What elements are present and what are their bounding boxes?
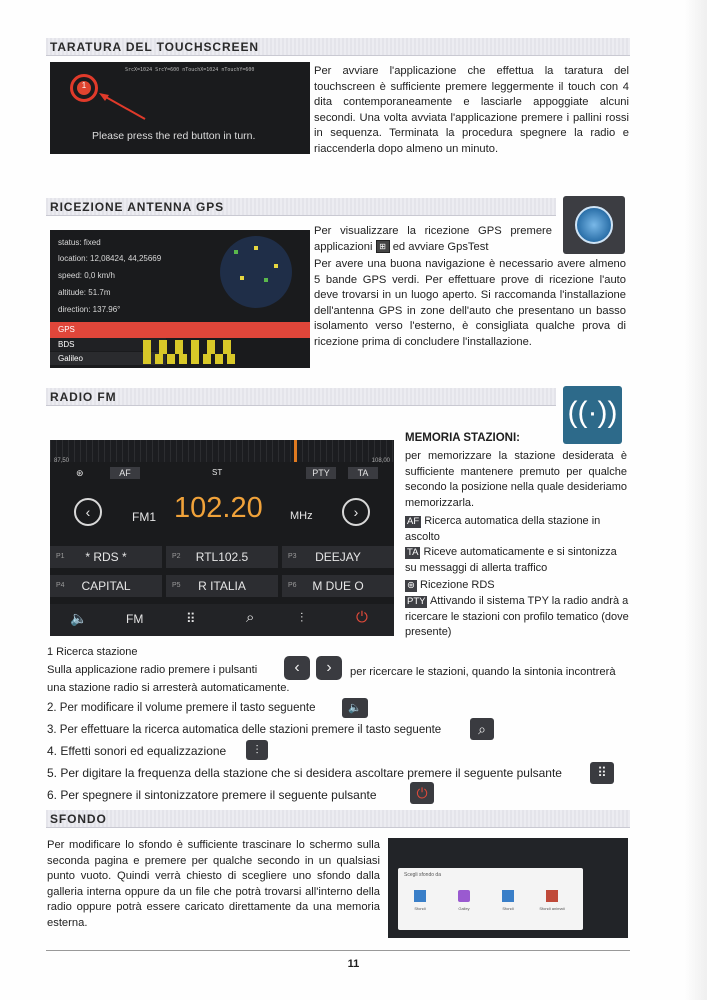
af-tag: AF xyxy=(407,516,420,527)
ta-description xyxy=(405,545,629,576)
gps-signal-bars xyxy=(143,354,239,364)
preset-label: M DUE O xyxy=(312,579,364,593)
power-icon[interactable]: ⏻ xyxy=(356,609,368,626)
seek-back-icon: ‹ xyxy=(284,656,310,680)
preset-button[interactable] xyxy=(166,546,278,568)
wallpaper-screenshot xyxy=(388,838,628,938)
preset-label: CAPITAL xyxy=(81,579,131,593)
preset-button[interactable] xyxy=(282,546,394,568)
search-icon[interactable]: ⌕ xyxy=(246,609,255,626)
pty-button[interactable]: PTY xyxy=(306,467,336,479)
memoria-text: per memorizzare la stazione desiderata è sufficiente mantenere premuto per qualche secondo la posizione nella quale desideriamo memorizzarla. xyxy=(405,450,627,509)
pty-tag: PTY xyxy=(407,596,426,607)
gps-band-galileo: Galileo xyxy=(50,352,166,365)
seek-forward-icon: › xyxy=(316,656,342,680)
gps-direction: direction: 137.96° xyxy=(58,305,121,314)
search-icon: ⌕ xyxy=(470,718,494,740)
radio-bottom-bar xyxy=(50,604,394,636)
preset-label: RTL102.5 xyxy=(195,550,249,564)
step-5-text: 5. Per digitare la frequenza della stazione che si desidera ascoltare premere il seguente pulsante xyxy=(47,766,562,780)
gps-test-app-icon xyxy=(563,196,625,254)
memoria-title: MEMORIA STAZIONI: xyxy=(405,432,520,444)
gps-location: location: 12,08424, 44,25669 xyxy=(58,254,162,263)
step-6-text: 6. Per spegnere il sintonizzatore premere il seguente pulsante xyxy=(47,788,377,802)
gps-text-1: Per visualizzare la ricezione GPS premere applicazioni xyxy=(314,225,552,253)
ta-button[interactable]: TA xyxy=(348,467,378,479)
gps-speed: speed: 0,0 km/h xyxy=(58,271,115,280)
radio-app-icon xyxy=(563,386,622,444)
gps-altitude: altitude: 51.7m xyxy=(58,288,111,297)
wallpaper-option-icon[interactable] xyxy=(502,890,514,902)
dialog-title: Scegli sfondo da xyxy=(404,872,441,878)
preset-button[interactable] xyxy=(166,575,278,597)
gps-satellite xyxy=(274,264,278,268)
tuning-needle xyxy=(294,440,297,462)
seek-back-button[interactable]: ‹ xyxy=(74,498,102,526)
step-1-text-a: Sulla applicazione radio premere i pulsanti xyxy=(47,664,258,676)
option-label: Sfondi xyxy=(502,906,514,911)
gps-screenshot xyxy=(50,230,310,368)
preset-button[interactable] xyxy=(282,575,394,597)
pty-desc: Attivando il sistema TPY la radio andrà a ricercare le stazioni con profilo tematico (dove presente) xyxy=(405,595,629,639)
rds-desc: Ricezione RDS xyxy=(420,579,495,591)
gps-text-2: ed avviare GpsTest xyxy=(392,240,489,253)
gps-paragraph-intro xyxy=(314,224,552,255)
gps-signal-bars xyxy=(143,340,239,354)
gps-paragraph: Per avere una buona navigazione è necessario avere almeno 5 bande GPS verdi. Per effettuare prove di ricezione l'auto deve trovarsi in un luogo aperto. Si raccomanda l'installazione dell'antenna GPS in zone dell'auto che presentano un basso isolamento verso l'esterno, è consigliata qualche prova di ricezione prima di concludere l'installazione. xyxy=(314,258,626,348)
band-label: FM1 xyxy=(132,510,156,524)
equalizer-icon[interactable]: ⫶ xyxy=(300,610,304,625)
scale-max: 108,00 xyxy=(371,458,390,464)
section-title-radio: RADIO FM xyxy=(46,388,556,406)
option-label: Galley xyxy=(458,906,470,911)
preset-button[interactable] xyxy=(50,546,162,568)
volume-icon: 🔈 xyxy=(342,698,368,718)
wallpaper-option-icon[interactable] xyxy=(414,890,426,902)
preset-label: DEEJAY xyxy=(315,550,361,564)
power-icon: ⏻ xyxy=(410,782,434,804)
gps-sky-plot xyxy=(220,236,292,308)
live-wallpaper-option-icon[interactable] xyxy=(546,890,558,902)
section-title-sfondo: SFONDO xyxy=(46,810,630,828)
sfondo-paragraph: Per modificare lo sfondo è sufficiente trascinare lo schermo sulla seconda pagina e premere per qualche secondo in un qualsiasi punto vuoto. Quindi verrà chiesto di scegliere uno sfondo dalla galleria interna oppure da un file che potrà trovarsi all'interno della radio oppure potrà essere caricato direttamente da una memoria esterna. xyxy=(47,839,380,929)
gps-status: status: fixed xyxy=(58,238,101,247)
gallery-option-icon[interactable] xyxy=(458,890,470,902)
calibration-instruction: Please press the red button in turn. xyxy=(92,130,256,142)
gps-test-icon xyxy=(575,206,613,244)
stereo-indicator: ST xyxy=(212,468,223,477)
fm-band-button[interactable]: FM xyxy=(126,612,144,626)
preset-button[interactable] xyxy=(50,575,162,597)
gps-satellite xyxy=(240,276,244,280)
gps-band-gps: GPS xyxy=(58,325,75,334)
preset-label: R ITALIA xyxy=(198,579,246,593)
preset-number: P5 xyxy=(172,582,181,589)
preset-number: P6 xyxy=(288,582,297,589)
preset-number: P1 xyxy=(56,553,65,560)
section-title-gps: RICEZIONE ANTENNA GPS xyxy=(46,198,556,216)
af-description xyxy=(405,514,629,545)
ta-desc: Riceve automaticamente e si sintonizza su messaggi di allerta traffico xyxy=(405,546,617,574)
gps-satellite xyxy=(254,246,258,250)
pty-description xyxy=(405,594,629,641)
option-label: Sfondi animati xyxy=(539,906,565,911)
gps-satellite xyxy=(264,278,268,282)
preset-label: * RDS * xyxy=(85,550,127,564)
rds-tag-icon: ⊛ xyxy=(407,580,415,591)
rds-logo-icon: ⊛ xyxy=(76,468,84,478)
af-desc: Ricerca automatica della stazione in ascolto xyxy=(405,515,601,543)
wallpaper-dialog xyxy=(398,868,583,930)
scale-min: 87,50 xyxy=(54,458,70,464)
apps-grid-icon: ⊞ xyxy=(376,240,390,253)
equalizer-icon: ⫶ xyxy=(246,740,268,760)
page-number: 11 xyxy=(347,958,360,970)
gps-band-bds: BDS xyxy=(50,338,166,351)
section-title-touchscreen: TARATURA DEL TOUCHSCREEN xyxy=(46,38,630,56)
frequency-scale xyxy=(50,440,394,462)
rds-description xyxy=(405,578,629,594)
footer-rule xyxy=(46,950,630,951)
frequency-display: 102.20 xyxy=(174,492,263,524)
touchscreen-paragraph: Per avviare l'applicazione che effettua la taratura del touchscreen è sufficiente premere leggermente il touch con 4 dita contemporaneamente e lasciarle appoggiate alcuni secondi. Una volta avviata l'applicazione premere i pallini rossi in sequenza. Terminata la procedura spegnere la radio e riaccenderla dopo almeno un minuto. xyxy=(314,65,629,155)
calibration-number: 1 xyxy=(81,81,87,90)
preset-number: P2 xyxy=(172,553,181,560)
step-1-title: 1 Ricerca stazione xyxy=(47,646,138,658)
keypad-icon: ⠿ xyxy=(590,762,614,784)
preset-number: P3 xyxy=(288,553,297,560)
preset-number: P4 xyxy=(56,582,65,589)
frequency-unit: MHz xyxy=(290,510,313,522)
step-2-text: 2. Per modificare il volume premere il tasto seguente xyxy=(47,702,316,714)
step-3-text: 3. Per effettuare la ricerca automatica delle stazioni premere il tasto seguente xyxy=(47,724,442,736)
keypad-icon[interactable]: ⠿ xyxy=(186,611,196,626)
calibration-coordinates: SrcX=1024 SrcY=600 nTouchX=1024 nTouchY=600 xyxy=(125,67,255,73)
seek-forward-button[interactable]: › xyxy=(342,498,370,526)
radio-screenshot xyxy=(50,440,394,636)
mute-icon[interactable]: 🔈 xyxy=(70,610,88,626)
gps-satellite xyxy=(234,250,238,254)
option-label: Sfondi xyxy=(414,906,426,911)
page-edge-shadow xyxy=(683,0,707,1000)
af-button[interactable]: AF xyxy=(110,467,140,479)
ta-tag: TA xyxy=(407,547,419,558)
step-1-text-b: per ricercare le stazioni, quando la sintonia incontrerà una stazione radio si arresterà automaticamente. xyxy=(47,666,616,694)
antenna-signal-icon: ((·)) xyxy=(567,396,618,429)
calibration-screenshot xyxy=(50,62,310,154)
step-4-text: 4. Effetti sonori ed equalizzazione xyxy=(47,744,227,758)
